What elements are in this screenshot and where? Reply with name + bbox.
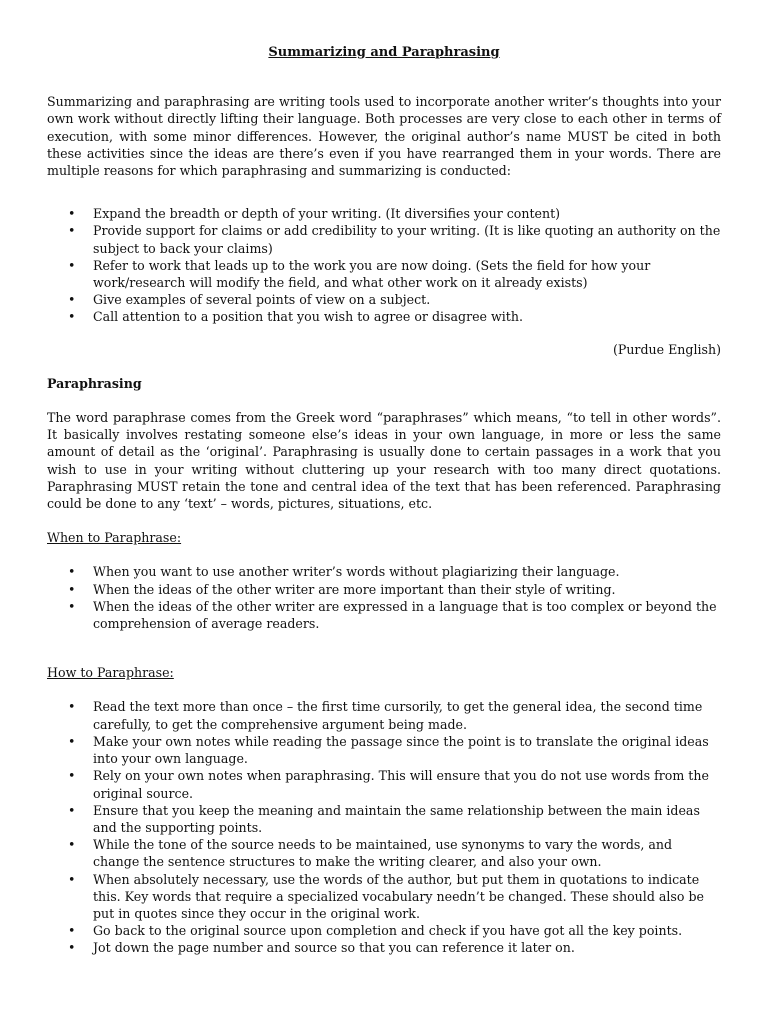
intro-paragraph: Summarizing and paraphrasing are writing tools used to incorporate another writer’s thoughts into your own work without directly lifting their language. Both processes are very close to each other in terms of execution, with some minor differences. However, the original author’s name MUST be cited in both these activities since the ideas are there’s even if you have rearranged them in your words. There are multiple reasons for which paraphrasing and summarizing is conducted: [47,94,721,179]
paraphrasing-heading: Paraphrasing [47,375,142,391]
when-to-paraphrase-heading: When to Paraphrase: [47,530,182,546]
list-item: • When you want to use another writer’s words without plagiarizing their language. [47,563,721,580]
reasons-list [47,205,721,325]
list-item: • Rely on your own notes when paraphrasing. This will ensure that you do not use words from the original source. [47,767,721,801]
when-list [47,563,721,632]
list-item: • Jot down the page number and source so that you can reference it later on. [47,939,721,956]
list-item: • When the ideas of the other writer are more important than their style of writing. [47,581,721,598]
list-item: • Refer to work that leads up to the work you are now doing. (Sets the field for how your work/research will modify the field, and what other work on it already exists) [47,257,721,291]
how-list [47,698,721,956]
list-item: • Provide support for claims or add credibility to your writing. (It is like quoting an authority on the subject to back your claims) [47,222,721,256]
list-item: • While the tone of the source needs to be maintained, use synonyms to vary the words, and change the sentence structures to make the writing clearer, and also your own. [47,836,721,870]
list-item: • Ensure that you keep the meaning and maintain the same relationship between the main ideas and the supporting points. [47,802,721,836]
document-page [47,44,721,957]
list-item: • When the ideas of the other writer are expressed in a language that is too complex or beyond the comprehension of average readers. [47,598,721,632]
list-item: • Make your own notes while reading the passage since the point is to translate the original ideas into your own language. [47,733,721,767]
list-item: • Go back to the original source upon completion and check if you have got all the key points. [47,922,721,939]
list-item: • Expand the breadth or depth of your writing. (It diversifies your content) [47,205,721,222]
list-item: • When absolutely necessary, use the words of the author, but put them in quotations to indicate this. Key words that require a specialized vocabulary needn’t be changed. These should also be put in quotes since they occur in the original work. [47,871,721,923]
how-to-paraphrase-heading: How to Paraphrase: [47,665,174,681]
paraphrasing-paragraph: The word paraphrase comes from the Greek word “paraphrases” which means, “to tell in other words”. It basically involves restating someone else’s ideas in your own language, in more or less the same amount of detail as the ‘original’. Paraphrasing is usually done to certain passages in a work that you wish to use in your writing without cluttering up your research with too many direct quotations. Paraphrasing MUST retain the tone and central idea of the text that has been referenced. Paraphrasing could be done to any ‘text’ – words, pictures, situations, etc. [47,410,721,512]
list-item: • Read the text more than once – the first time cursorily, to get the general idea, the second time carefully, to get the comprehensive argument being made. [47,698,721,732]
list-item: • Call attention to a position that you wish to agree or disagree with. [47,308,721,325]
list-item: • Give examples of several points of view on a subject. [47,291,721,308]
citation: (Purdue English) [612,341,721,357]
document-title: Summarizing and Paraphrasing [268,45,500,60]
